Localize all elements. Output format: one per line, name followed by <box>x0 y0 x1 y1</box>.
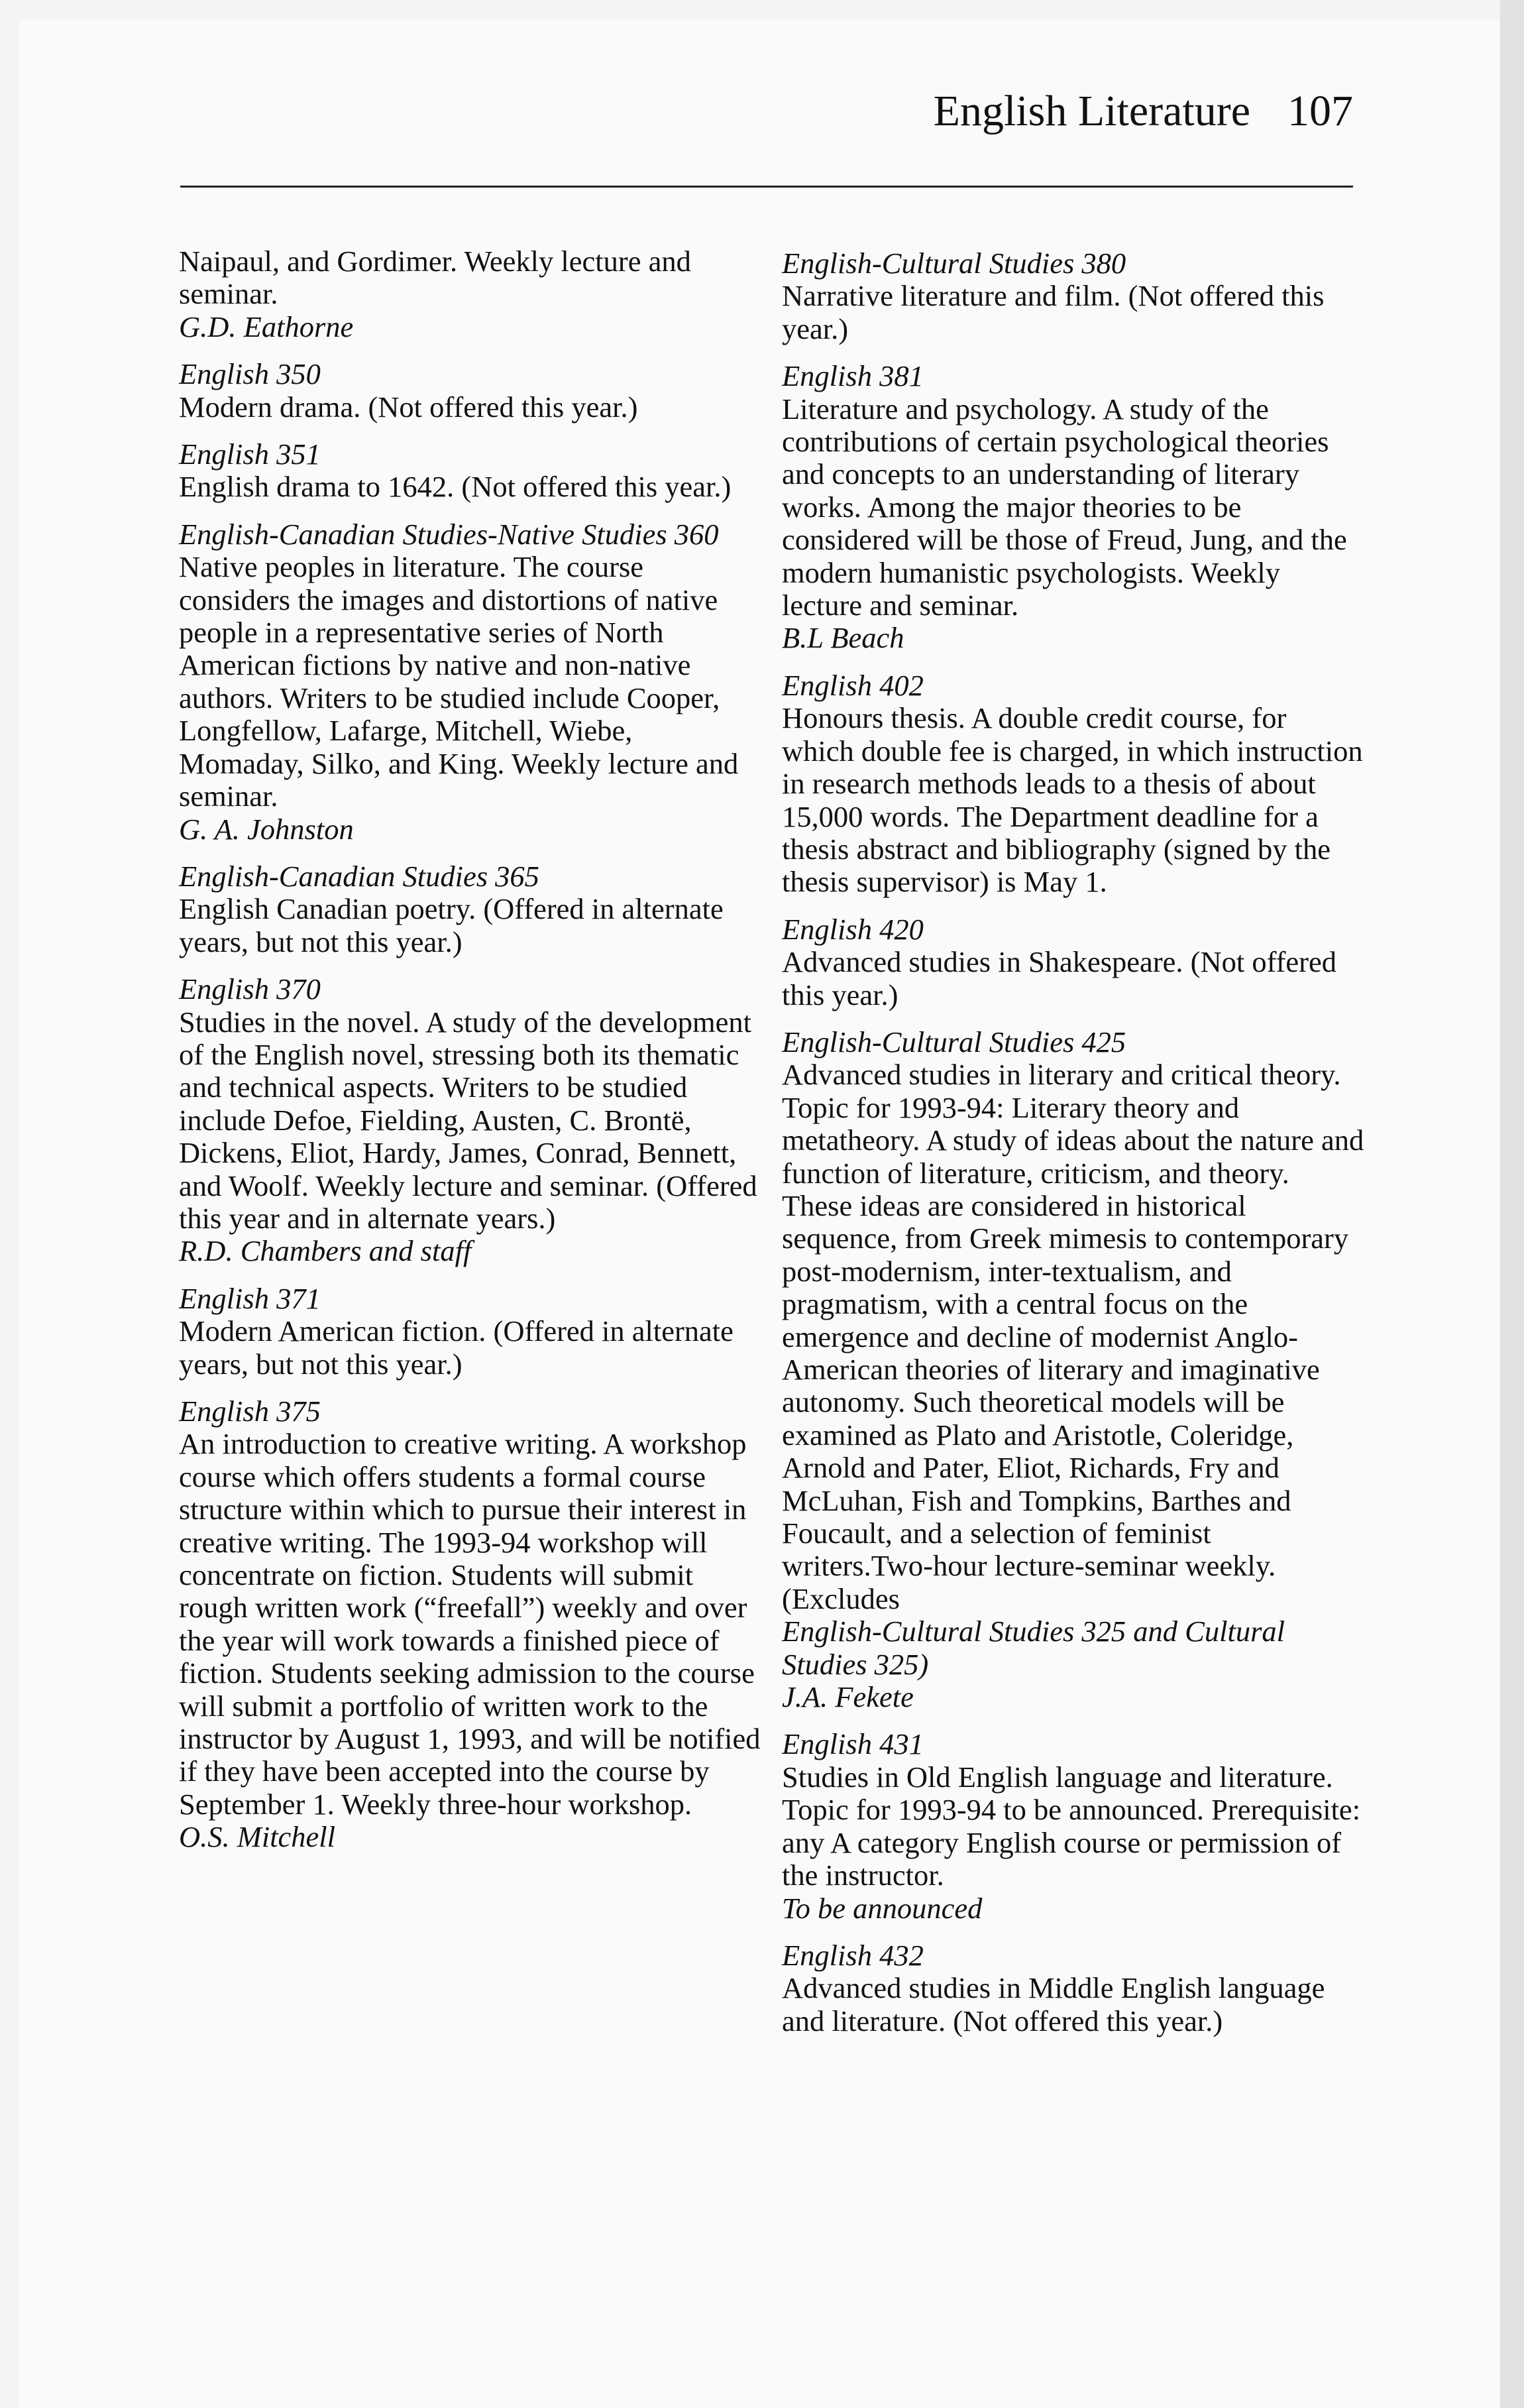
course-title: English-Canadian Studies-Native Studies 360 <box>179 517 719 551</box>
course-description: Modern American fiction. (Offered in alternate years, but not this year.) <box>179 1314 734 1381</box>
header-rule <box>180 186 1353 188</box>
course-instructor: G.D. Eathorne <box>179 310 354 343</box>
course-entry <box>179 518 762 846</box>
course-entry <box>179 1283 762 1381</box>
course-entry <box>782 247 1365 345</box>
page-header <box>934 89 1353 133</box>
course-description: Honours thesis. A double credit course, for which double fee is charged, in which instruction in research methods leads to a thesis of about 15,000 words. The Department deadline for a thesis abstract and bibliography (signed by the thesis supervisor) is May 1. <box>782 701 1363 899</box>
course-entry <box>179 860 762 958</box>
course-entry <box>179 245 762 343</box>
course-instructor: O.S. Mitchell <box>179 1820 336 1854</box>
left-column <box>179 245 762 1868</box>
course-instructor: G. A. Johnston <box>179 812 354 846</box>
course-instructor: R.D. Chambers and staff <box>179 1234 472 1268</box>
course-description: Naipaul, and Gordimer. Weekly lecture and seminar. <box>179 245 691 311</box>
course-description: Native peoples in literature. The course considers the images and distortions of native people in a representative series of North American fictions by native and non-native authors. Writers to be studied include Cooper, Longfellow, Lafarge, Mitchell, Wiebe, Momaday, Silko, and King. Weekly lecture and seminar. <box>179 550 739 813</box>
course-title: English-Cultural Studies 425 <box>782 1025 1126 1059</box>
course-title: English 420 <box>782 912 924 946</box>
course-title: English 370 <box>179 972 321 1006</box>
course-description: English drama to 1642. (Not offered this year.) <box>179 470 732 504</box>
course-entry <box>179 973 762 1268</box>
course-title: English 431 <box>782 1727 924 1761</box>
course-description: Studies in the novel. A study of the development of the English novel, stressing both its thematic and technical aspects. Writers to be studied include Defoe, Fielding, Austen, C. Brontë, Dickens, Eliot, Hardy, James, Conrad, Bennett, and Woolf. Weekly lecture and seminar. (Offered this year and in alternate years.) <box>179 1005 757 1235</box>
course-title: English 375 <box>179 1395 321 1428</box>
course-instructor: To be announced <box>782 1891 983 1925</box>
course-title: English 432 <box>782 1938 924 1972</box>
course-entry <box>782 1728 1365 1924</box>
course-entry <box>782 913 1365 1011</box>
course-title: English 350 <box>179 357 321 391</box>
course-entry <box>782 669 1365 899</box>
section-title: English Literature <box>933 87 1250 135</box>
course-title: English-Cultural Studies 380 <box>782 247 1126 280</box>
course-description: An introduction to creative writing. A workshop course which offers students a formal course structure within which to pursue their interest in creative writing. The 1993-94 workshop will concentrate on fiction. Students will submit rough written work (“freefall”) weekly and over the year will work towards a finished piece of fiction. Students seeking admission to the course will submit a portfolio of written work to the instructor by August 1, 1993, and will be notified if they have been accepted into the course by September 1. Weekly three-hour workshop. <box>179 1427 761 1821</box>
course-instructor: B.L Beach <box>782 621 904 655</box>
course-description: Advanced studies in Shakespeare. (Not offered this year.) <box>782 945 1336 1011</box>
course-title: English 371 <box>179 1281 321 1315</box>
course-title: English 381 <box>782 359 924 393</box>
excluded-courses: English-Cultural Studies 325 and Cultural Studies 325) <box>782 1615 1285 1681</box>
course-title: English 402 <box>782 668 924 702</box>
course-entry <box>782 1026 1365 1714</box>
course-description: Advanced studies in literary and critical theory. Topic for 1993-94: Literary theory and metatheory. A study of ideas about the nature and function of literature, criticism, and theory. These ideas are considered in historical sequence, from Greek mimesis to contemporary post-modernism, inter-textualism, and pragmatism, with a central focus on the emergence and decline of modernist Anglo-American theories of literary and imaginative autonomy. Such theoretical models will be examined as Plato and Aristotle, Coleridge, Arnold and Pater, Eliot, Richards, Fry and McLuhan, Fish and Tompkins, Barthes and Foucault, and a selection of feminist writers.Two-hour lecture-seminar weekly. (Excludes <box>782 1058 1364 1615</box>
right-column <box>782 247 1365 2052</box>
course-description: Studies in Old English language and literature. Topic for 1993-94 to be announced. Prerequisite: any A category English course or permission of the instructor. <box>782 1760 1361 1892</box>
course-description: Literature and psychology. A study of the contributions of certain psychological theories and concepts to an understanding of literary works. Among the major theories to be considered will be those of Freud, Jung, and the modern humanistic psychologists. Weekly lecture and seminar. <box>782 392 1347 622</box>
course-entry <box>179 358 762 424</box>
course-description: English Canadian poetry. (Offered in alternate years, but not this year.) <box>179 892 724 958</box>
course-entry <box>782 1939 1365 2037</box>
page-number: 107 <box>1287 87 1353 135</box>
course-description: Narrative literature and film. (Not offered this year.) <box>782 279 1325 345</box>
course-entry <box>782 360 1365 655</box>
course-title: English 351 <box>179 437 321 471</box>
course-entry <box>179 438 762 504</box>
course-entry <box>179 1395 762 1854</box>
course-instructor: J.A. Fekete <box>782 1680 914 1714</box>
course-description: Modern drama. (Not offered this year.) <box>179 390 638 424</box>
scan-edge <box>1500 0 1524 2408</box>
course-description: Advanced studies in Middle English language and literature. (Not offered this year.) <box>782 1971 1325 2037</box>
course-title: English-Canadian Studies 365 <box>179 859 539 893</box>
